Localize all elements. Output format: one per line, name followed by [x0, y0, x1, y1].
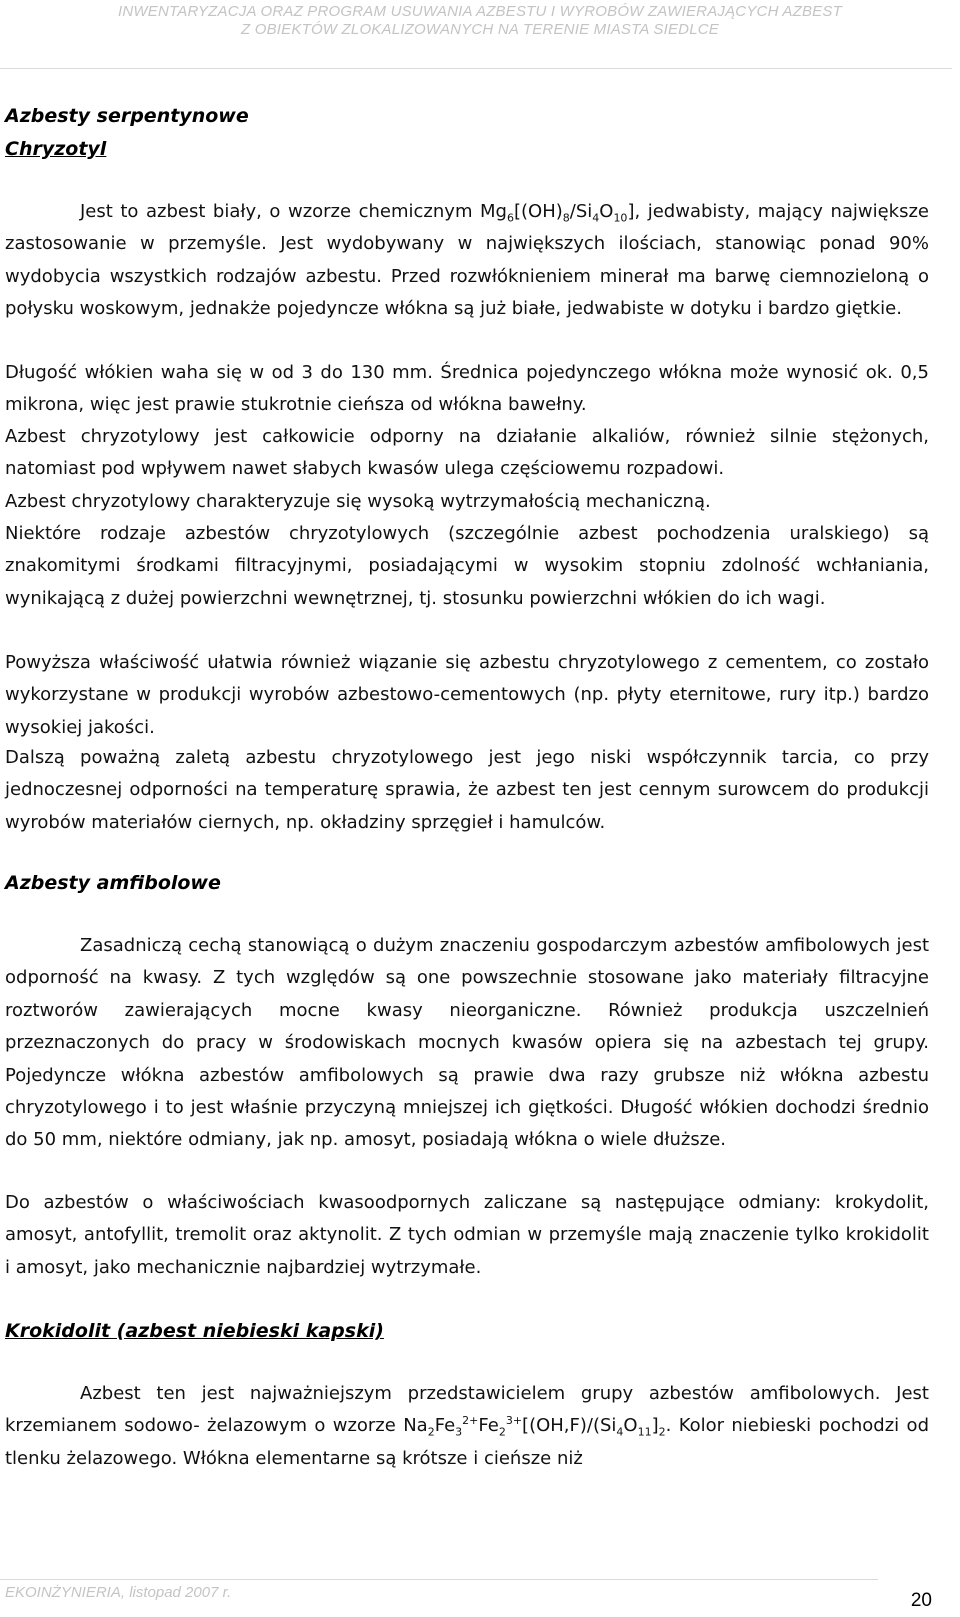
paragraph-amphibole-acid-resistance: Zasadniczą cechą stanowiącą o dużym znaczeniu gospodarczym azbestów amfibolowych jest odporność na kwasy. Z tych względów są one powszechnie stosowane jako materiały filtracyjne roztworów zawierających mocne kwasy nieorganiczne. Również produkcja uszczelnień przeznaczonych do pracy w środowiskach mocnych kwasów opiera się na azbestach tej grupy. Pojedyncze włókna azbestów amfibolowych są prawie dwa razy grubsze niż włókna azbestu chryzotylowego i to jest właśnie przyczyną mniejszej ich giętkości. Długość włókien dochodzi średnio do 50 mm, niektóre odmiany, jak np. amosyt, posiadają włókna o wiele dłuższe.: [5, 935, 929, 1151]
header-line-2: Z OBIEKTÓW ZLOKALIZOWANYCH NA TERENIE MIASTA SIEDLCE: [241, 21, 719, 38]
footer-rule: [0, 1579, 878, 1580]
header-rule: [0, 68, 952, 69]
paragraph-acid-resistant-varieties: Do azbestów o właściwościach kwasoodpornych zaliczane są następujące odmiany: krokydolit, amosyt, antofyllit, tremolit oraz aktynolit. Z tych odmian w przemyśle mają znaczenie tylko krokidolit i amosyt, jako mechanicznie najbardziej wytrzymałe.: [5, 1192, 929, 1278]
section-title-amphibole: Azbesty amfibolowe: [5, 872, 221, 894]
paragraph-friction: Dalszą poważną zaletą azbestu chryzotylowego jest jego niski współczynnik tarcia, co przy jednoczesnej odporności na temperaturę sprawia, że azbest ten jest cennym surowcem do produkcji wyrobów materiałów ciernych, np. okładziny sprzęgieł i hamulców.: [5, 747, 929, 833]
section-title-crocidolite: Krokidolit (azbest niebieski kapski): [5, 1320, 384, 1342]
paragraph-alkali-resistance: Azbest chryzotylowy jest całkowicie odporny na działanie alkaliów, również silnie stężonych, natomiast pod wpływem nawet słabych kwasów ulega częściowemu rozpadowi.: [5, 426, 929, 480]
paragraph-fiber-length: Długość włókien waha się w od 3 do 130 mm. Średnica pojedynczego włókna może wynosić ok. 0,5 mikrona, więc jest prawie stukrotnie cieńsza od włókna bawełny.: [5, 362, 929, 416]
subsection-title-chrysotile: Chryzotyl: [5, 138, 107, 160]
page-number: 20: [910, 1590, 932, 1611]
paragraph-crocidolite: Azbest ten jest najważniejszym przedstawicielem grupy azbestów amfibolowych. Jest krzemianem sodowo- żelazowym o wzorze $Na_2Fe_3^{2+}Fe_2^{3+}[(OH,F)/(Si_4O_{11}]_2$. Kolor niebieski pochodzi od tlenku żelazowego. Włókna elementarne są krótsze i cieńsze niż: [5, 1383, 929, 1469]
paragraph-chrysotile-intro: Jest to azbest biały, o wzorze chemicznym $Mg_6[(OH)_8/Si_4O_{10}]$, jedwabisty, mający największe zastosowanie w przemyśle. Jest wydobywany w największych ilościach, stanowiąc ponad 90% wydobycia wszystkich rodzajów azbestu. Przed rozwłóknieniem minerał ma barwę ciemnozieloną o połysku woskowym, jednakże pojedyncze włókna są już białe, jedwabiste w dotyku i bardzo giętkie.: [5, 201, 930, 320]
paragraph-cement-binding: Powyższa właściwość ułatwia również wiązanie się azbestu chryzotylowego z cementem, co zostało wykorzystane w produkcji wyrobów azbestowo-cementowych (np. płyty eternitowe, rury itp.) bardzo wysokiej jakości.: [5, 652, 929, 738]
paragraph-mechanical-strength: Azbest chryzotylowy charakteryzuje się wysoką wytrzymałością mechaniczną.: [5, 491, 711, 512]
paragraph-filtration: Niektóre rodzaje azbestów chryzotylowych (szczególnie azbest pochodzenia uralskiego) są znakomitymi środkami filtracyjnymi, posiadającymi w wysokim stopniu zdolność wchłaniania, wynikającą z dużej powierzchni wewnętrznej, tj. stosunku powierzchni włókien do ich wagi.: [5, 523, 929, 609]
header-line-1: INWENTARYZACJA ORAZ PROGRAM USUWANIA AZBESTU I WYROBÓW ZAWIERAJĄCYCH AZBEST: [118, 3, 842, 20]
section-title-serpentine: Azbesty serpentynowe: [5, 105, 249, 127]
footer-company-date: EKOINŻYNIERIA, listopad 2007 r.: [5, 1584, 232, 1601]
